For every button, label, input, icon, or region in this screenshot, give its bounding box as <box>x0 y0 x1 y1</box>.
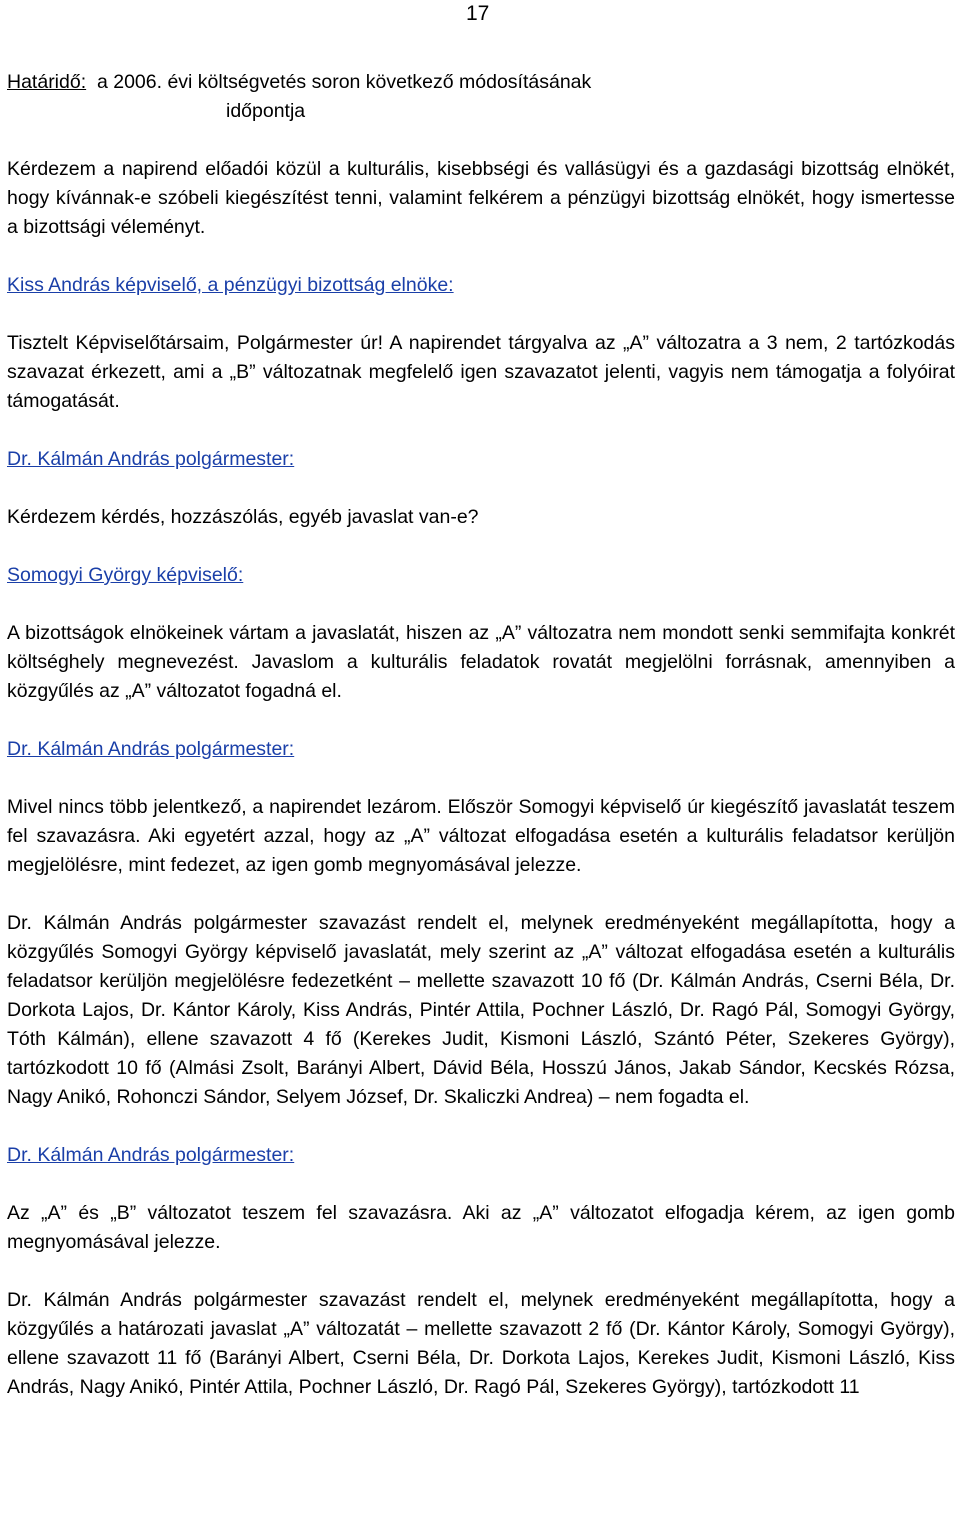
deadline-text-line1: a 2006. évi költségvetés soron következő módosításának <box>96 71 592 93</box>
speaker-heading <box>7 445 955 474</box>
speaker-heading <box>7 271 955 300</box>
speaker-name: Dr. Kálmán András polgármester: <box>7 448 295 470</box>
speaker-heading <box>7 735 955 764</box>
document-body <box>7 68 955 1402</box>
speaker-heading <box>7 1141 955 1170</box>
paragraph-speech: Tisztelt Képviselőtársaim, Polgármester úr! A napirendet tárgyalva az „A” változatra a 3 nem, 2 tartózkodás szavazat érkezett, ami a „B” változatnak megfelelő igen szavazatot jelenti, vagyis nem támogatja a folyóirat támogatását. <box>7 332 955 412</box>
speaker-name: Dr. Kálmán András polgármester: <box>7 1144 295 1166</box>
speaker-name: Dr. Kálmán András polgármester: <box>7 738 295 760</box>
deadline-label: Határidő: <box>7 71 87 93</box>
speaker-name: Somogyi György képviselő: <box>7 564 244 586</box>
paragraph-vote-result: Dr. Kálmán András polgármester szavazást rendelt el, melynek eredményeként megállapította, hogy a közgyűlés a határozati javaslat „A” változatát – mellette szavazott 2 fő (Dr. Kántor Károly, Somogyi György), ellene szavazott 11 fő (Barányi Albert, Cserni Béla, Dr. Dorkota Lajos, Kerekes Judit, Kismoni László, Kiss András, Nagy Anikó, Pintér Attila, Pochner László, Dr. Ragó Pál, Szekeres György), tartózkodott 11 <box>7 1289 955 1398</box>
paragraph-intro: Kérdezem a napirend előadói közül a kulturális, kisebbségi és vallásügyi és a gazdasági bizottság elnökét, hogy kívánnak-e szóbeli kiegészítést tenni, valamint felkérem a pénzügyi bizottság elnökét, hogy ismertesse a bizottsági véleményt. <box>7 158 955 238</box>
deadline-block <box>7 68 955 126</box>
speaker-heading <box>7 561 955 590</box>
page-number: 17 <box>466 2 490 25</box>
paragraph-speech: Az „A” és „B” változatot teszem fel szavazásra. Aki az „A” változatot elfogadja kérem, az igen gomb megnyomásával jelezze. <box>7 1202 955 1253</box>
paragraph-speech: A bizottságok elnökeinek vártam a javaslatát, hiszen az „A” változatra nem mondott senki semmifajta konkrét költséghely megnevezést. Javaslom a kulturális feladatok rovatát megjelölni forrásnak, amennyiben a közgyűlés az „A” változatot fogadná el. <box>7 622 955 702</box>
paragraph-vote-result: Dr. Kálmán András polgármester szavazást rendelt el, melynek eredményeként megállapította, hogy a közgyűlés Somogyi György képviselő javaslatát, mely szerint az „A” változat elfogadása esetén a kulturális feladatsor kerüljön megjelölésre fedezetként – mellette szavazott 10 fő (Dr. Kálmán András, Cserni Béla, Dr. Dorkota Lajos, Dr. Kántor Károly, Kiss András, Pintér Attila, Pochner László, Dr. Ragó Pál, Somogyi György, Tóth Kálmán), ellene szavazott 4 fő (Kerekes Judit, Kismoni László, Szántó Péter, Szekeres György), tartózkodott 10 fő (Almási Zsolt, Barányi Albert, Dávid Béla, Hosszú János, Jakab Sándor, Kecskés Rózsa, Nagy Anikó, Rohonczi Sándor, Selyem József, Dr. Skaliczki Andrea) – nem fogadta el. <box>7 912 955 1108</box>
paragraph-speech: Kérdezem kérdés, hozzászólás, egyéb javaslat van-e? <box>7 506 479 528</box>
speaker-name: Kiss András képviselő, a pénzügyi bizottság elnöke: <box>7 274 454 296</box>
paragraph-speech: Mivel nincs több jelentkező, a napirendet lezárom. Először Somogyi képviselő úr kiegészítő javaslatát teszem fel szavazásra. Aki egyetért azzal, hogy az „A” változat elfogadása esetén a kulturális feladatsor kerüljön megjelölésre, mint fedezet, az igen gomb megnyomásával jelezze. <box>7 796 955 876</box>
deadline-text-line2: időpontja <box>226 100 306 122</box>
